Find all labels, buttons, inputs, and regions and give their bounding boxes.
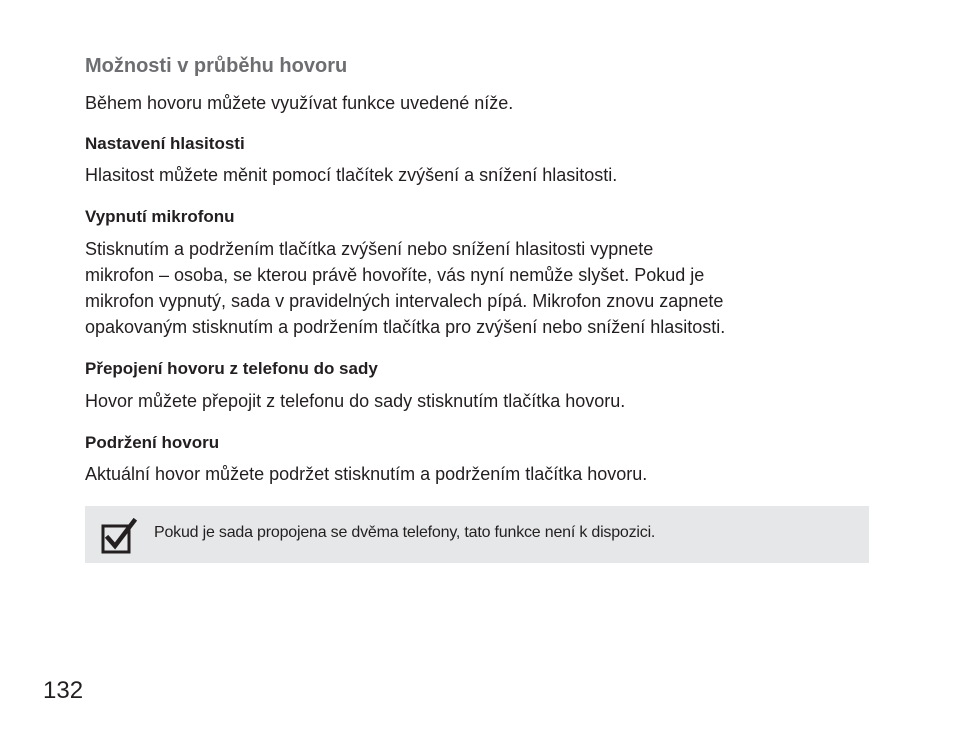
checkbox-check-icon [101, 518, 137, 554]
transfer-text [85, 388, 625, 414]
hold-text-line: Aktuální hovor můžete podržet stisknutím a podržením tlačítka hovoru. [85, 464, 648, 484]
hold-text [85, 461, 647, 487]
note-text: Pokud je sada propojena se dvěma telefony, tato funkce není k dispozici. [154, 524, 656, 541]
hold-heading: Podržení hovoru [85, 433, 220, 452]
transfer-text-line: Hovor můžete přepojit z telefonu do sady stisknutím tlačítka hovoru. [85, 391, 626, 411]
note-box [85, 506, 869, 563]
page-number: 132 [43, 677, 84, 704]
mute-text-line: Stisknutím a podržením tlačítka zvýšení nebo snížení hlasitosti vypnete [85, 239, 654, 259]
mute-heading: Vypnutí mikrofonu [85, 207, 235, 226]
section-intro: Během hovoru můžete využívat funkce uvedené níže. [85, 93, 514, 113]
section-title: Možnosti v průběhu hovoru [85, 55, 348, 77]
mute-text-line: mikrofon vypnutý, sada v pravidelných intervalech pípá. Mikrofon znovu zapnete [85, 291, 724, 311]
volume-text-line: Hlasitost můžete měnit pomocí tlačítek zvýšení a snížení hlasitosti. [85, 165, 618, 185]
volume-heading: Nastavení hlasitosti [85, 134, 245, 153]
mute-text-line: mikrofon – osoba, se kterou právě hovoříte, vás nyní nemůže slyšet. Pokud je [85, 265, 705, 285]
mute-text-line: opakovaným stisknutím a podržením tlačítka pro zvýšení nebo snížení hlasitosti. [85, 317, 726, 337]
transfer-heading: Přepojení hovoru z telefonu do sady [85, 359, 378, 378]
mute-text [85, 236, 725, 340]
volume-text [85, 162, 617, 188]
